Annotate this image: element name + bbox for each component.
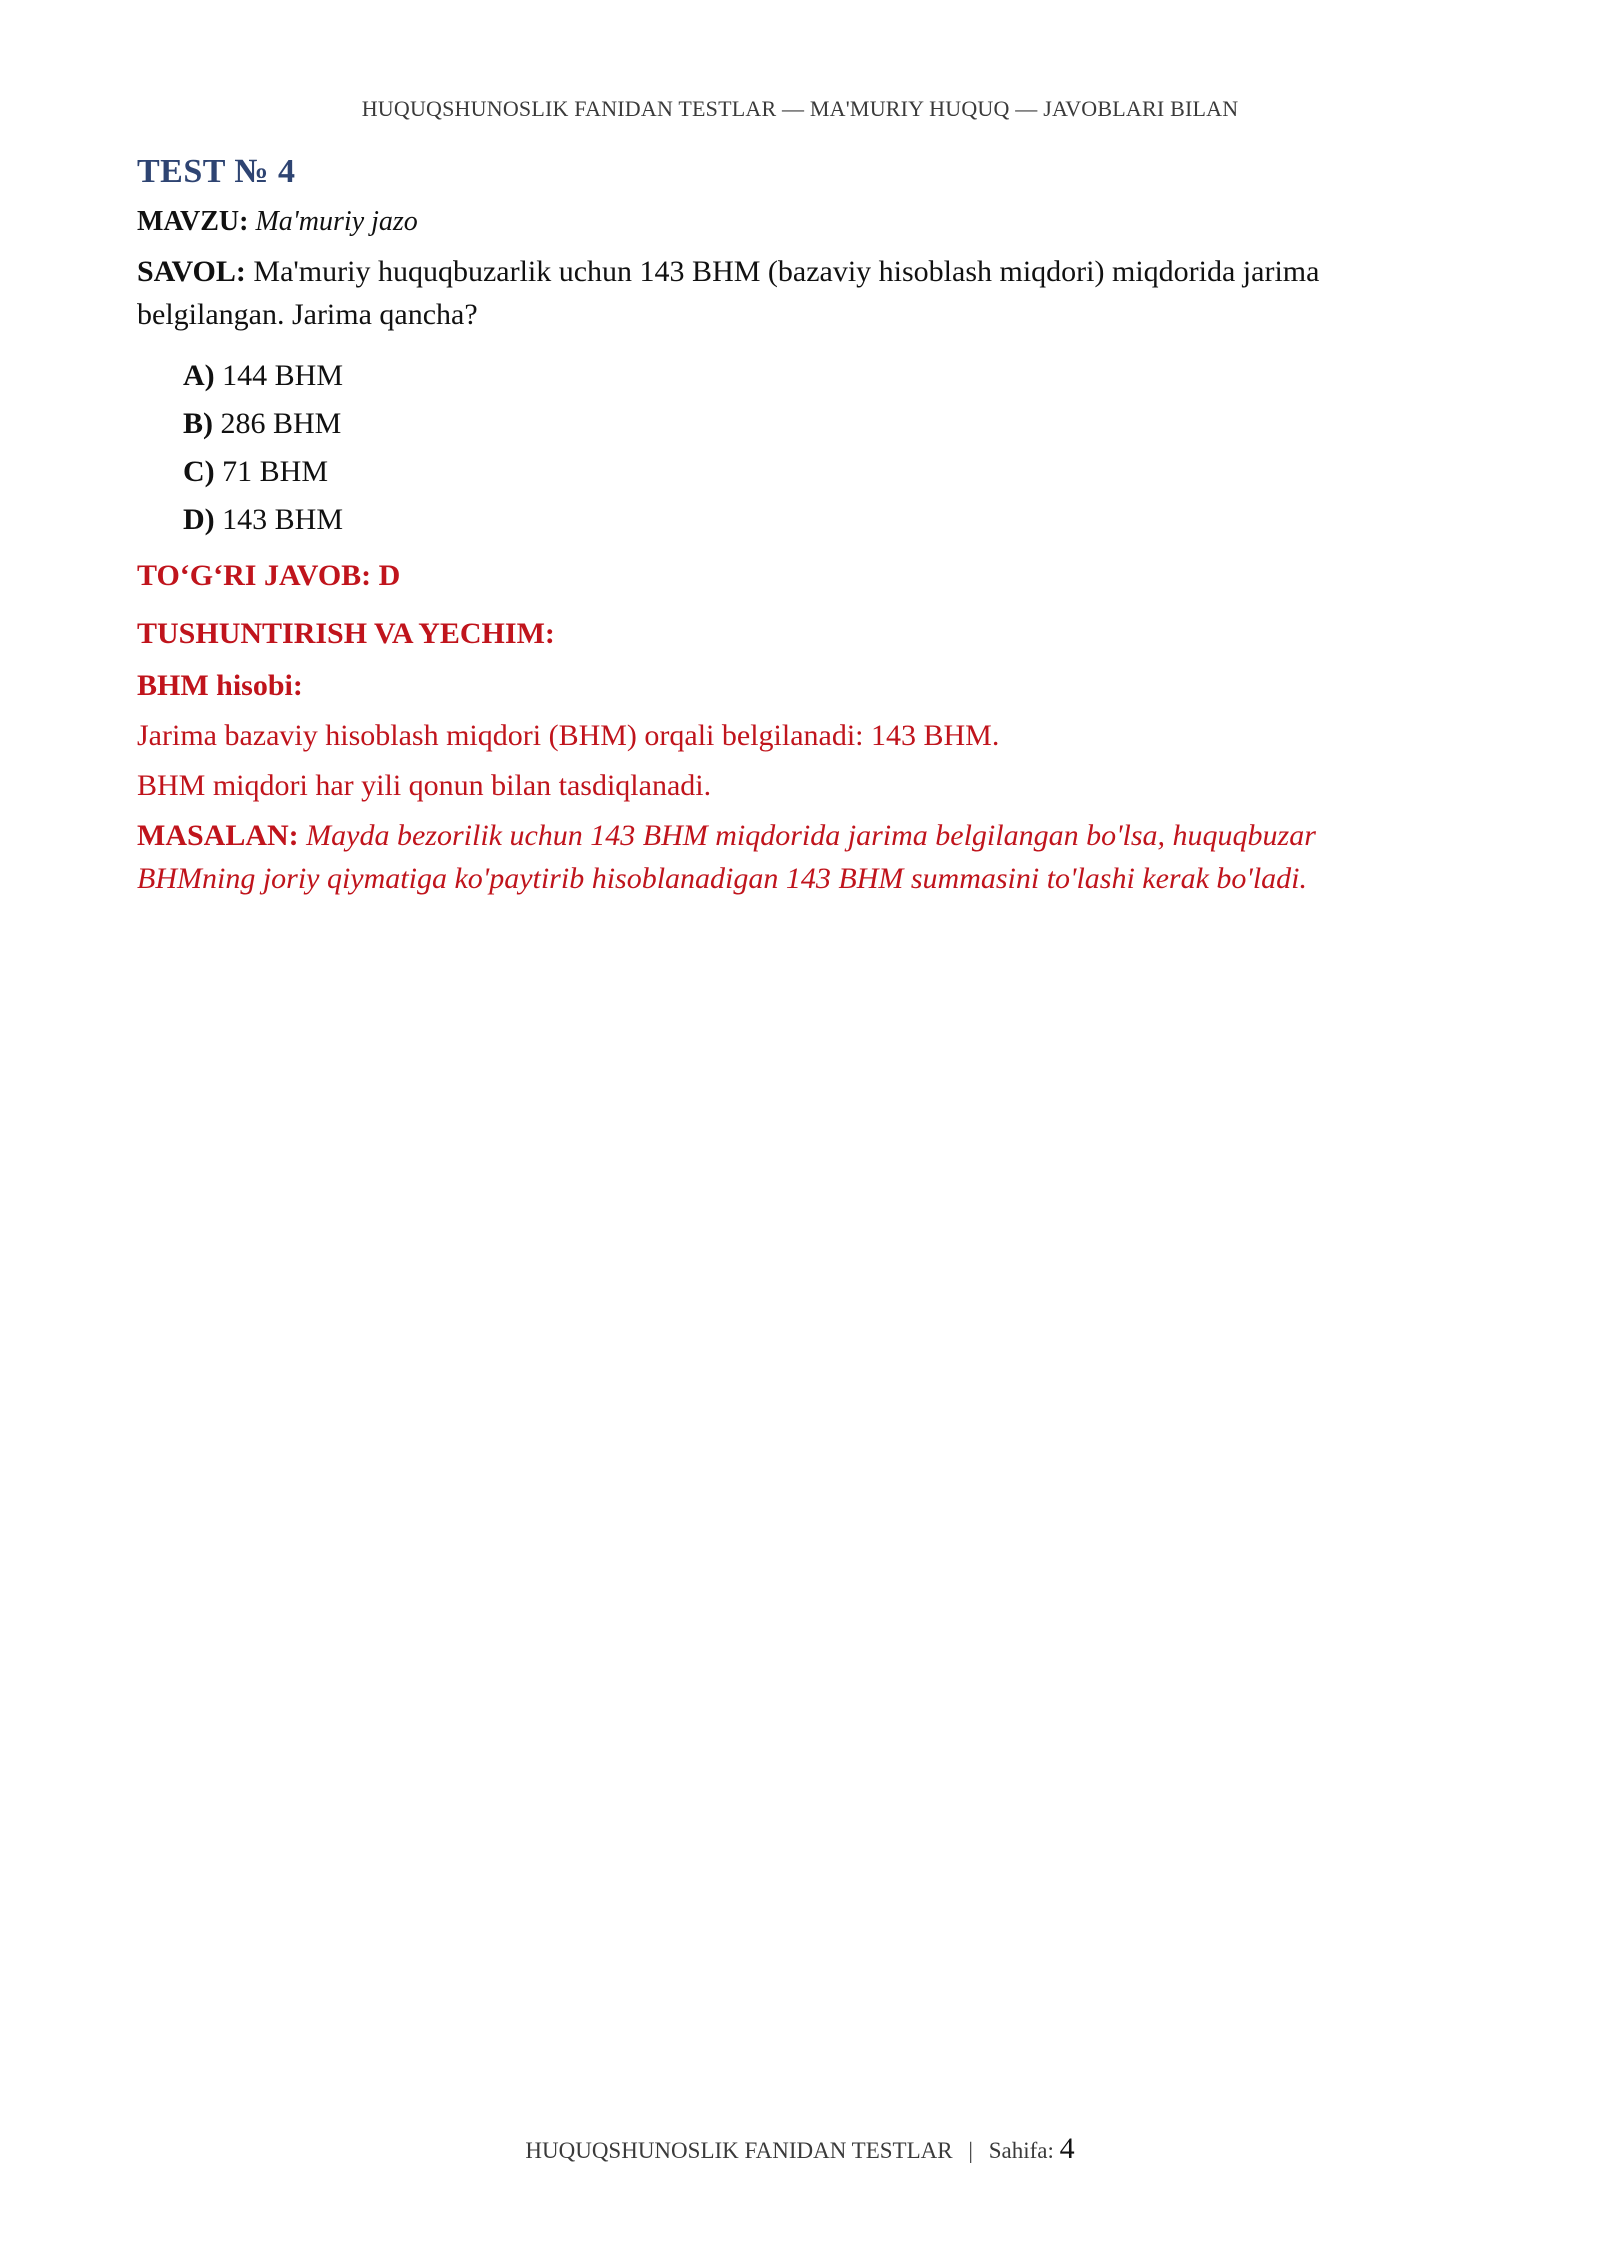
explanation-line: Jarima bazaviy hisoblash miqdori (BHM) orqali belgilanadi: 143 BHM. xyxy=(137,719,1000,752)
topic-line xyxy=(137,202,1427,242)
option-letter: D) xyxy=(183,503,215,536)
option-c xyxy=(183,448,1427,496)
question-text: Ma'muriy huquqbuzarlik uchun 143 BHM (bazaviy hisoblash miqdori) miqdorida jarima belgilangan. Jarima qancha? xyxy=(137,255,1320,331)
test-content xyxy=(137,150,1427,900)
correct-answer: TO‘G‘RI JAVOB: D xyxy=(137,559,401,592)
option-letter: C) xyxy=(183,455,215,488)
example-label: MASALAN: xyxy=(137,819,299,852)
footer-page-label: Sahifa: xyxy=(988,2138,1054,2163)
test-title: TEST № 4 xyxy=(137,153,296,190)
topic-label: MAVZU: xyxy=(137,206,249,237)
explanation-title: TUSHUNTIRISH VA YECHIM: xyxy=(137,617,555,650)
option-letter: B) xyxy=(183,407,213,440)
answer-options xyxy=(137,352,1427,544)
explanation-subhead: BHM hisobi: xyxy=(137,669,303,702)
option-text: 286 BHM xyxy=(220,407,342,440)
footer-title: HUQUQSHUNOSLIK FANIDAN TESTLAR xyxy=(525,2138,953,2163)
footer-separator: | xyxy=(968,2138,973,2163)
example-paragraph xyxy=(137,814,1427,900)
example-text: Mayda bezorilik uchun 143 BHM miqdorida jarima belgilangan bo'lsa, huquqbuzar BHMning joriy qiymatiga ko'paytirib hisoblanadigan 143 BHM summasini to'lashi kerak bo'ladi. xyxy=(137,819,1316,895)
topic-value: Ma'muriy jazo xyxy=(255,206,418,237)
page-number: 4 xyxy=(1059,2132,1075,2165)
page-footer xyxy=(0,2132,1600,2166)
option-b xyxy=(183,400,1427,448)
option-text: 143 BHM xyxy=(222,503,344,536)
option-text: 71 BHM xyxy=(222,455,329,488)
option-text: 144 BHM xyxy=(222,359,344,392)
question-label: SAVOL: xyxy=(137,255,246,288)
option-a xyxy=(183,352,1427,400)
explanation-line: BHM miqdori har yili qonun bilan tasdiqlanadi. xyxy=(137,769,712,802)
option-d xyxy=(183,496,1427,544)
question xyxy=(137,250,1427,336)
running-header: HUQUQSHUNOSLIK FANIDAN TESTLAR — MA'MURIY HUQUQ — JAVOBLARI BILAN xyxy=(361,96,1239,121)
option-letter: A) xyxy=(183,359,215,392)
